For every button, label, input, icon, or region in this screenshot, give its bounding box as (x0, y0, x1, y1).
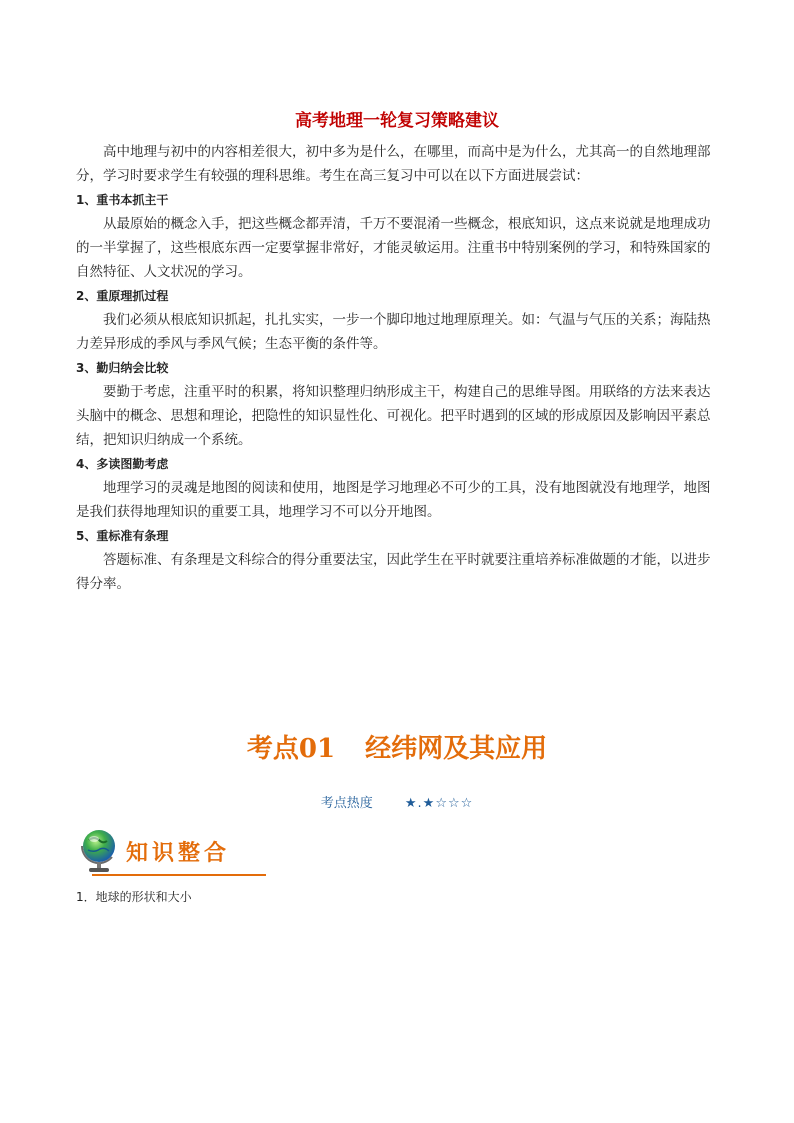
heat-label: 考点热度 (320, 796, 373, 811)
heat-stars: ★.★☆☆☆ (404, 796, 474, 811)
section-paragraph: 地理学习的灵魂是地图的阅读和使用，地图是学习地理必不可少的工具，没有地图就没有地理学，地图是我们获得地理知识的重要工具，地理学习不可以分开地图。 (76, 480, 711, 520)
badge-underline (92, 874, 266, 876)
section-paragraph: 我们必须从根底知识抓起，扎扎实实，一步一个脚印地过地理原理关。如：气温与气压的关系；海陆热力差异形成的季风与季风气候；生态平衡的条件等。 (76, 312, 711, 352)
section-paragraph: 从最原始的概念入手，把这些概念都弄清，千万不要混淆一些概念，根底知识，这点来说就是地理成功的一半掌握了，这些根底东西一定要掌握非常好，才能灵敏运用。注重书中特别案例的学习，和特殊国家的自然特征、人文状况的学习。 (76, 216, 711, 280)
topic-name: 经纬网及其应用 (365, 734, 548, 764)
topic-code: 考点01 (246, 734, 336, 764)
section-heading: 5、重标准有条理 (76, 529, 169, 543)
topic-heat (0, 792, 794, 811)
globe-icon (76, 826, 122, 880)
document-title: 高考地理一轮复习策略建议 (295, 111, 499, 131)
section-heading: 1、重书本抓主干 (76, 193, 169, 207)
section-heading: 4、多读图勤考虑 (76, 457, 169, 471)
document-body (76, 140, 720, 596)
intro-paragraph: 高中地理与初中的内容相差很大，初中多为是什么，在哪里，而高中是为什么，尤其高一的自然地理部分，学习时要求学生有较强的理科思维。考生在高三复习中可以在以下方面进展尝试： (76, 144, 711, 184)
knowledge-badge (76, 826, 266, 878)
section-paragraph: 要勤于考虑，注重平时的积累，将知识整理归纳形成主干，构建自己的思维导图。用联络的方法来表达头脑中的概念、思想和理论，把隐性的知识显性化、可视化。把平时遇到的区域的形成原因及影响因平素总结，把知识归纳成一个系统。 (76, 384, 711, 448)
section-paragraph: 答题标准、有条理是文科综合的得分重要法宝，因此学生在平时就要注重培养标准做题的才能，以进步得分率。 (76, 552, 711, 592)
topic-title (0, 728, 794, 765)
badge-text: 知识整合 (126, 840, 231, 866)
section-heading: 2、重原理抓过程 (76, 289, 169, 303)
list-item: 1．地球的形状和大小 (76, 890, 192, 904)
section-heading: 3、勤归纳会比较 (76, 361, 169, 375)
